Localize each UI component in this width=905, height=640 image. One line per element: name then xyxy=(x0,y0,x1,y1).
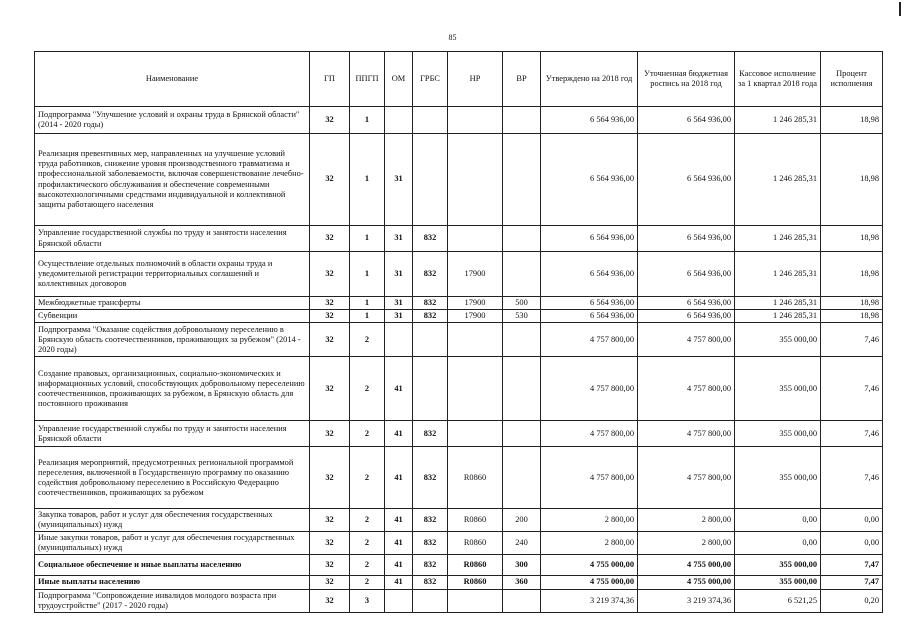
row-refined: 4 757 800,00 xyxy=(638,357,735,421)
row-ppgp: 1 xyxy=(350,310,385,323)
row-nr: R0860 xyxy=(448,509,503,532)
row-nr: 17900 xyxy=(448,310,503,323)
table-row xyxy=(35,532,883,555)
row-gp: 32 xyxy=(310,226,350,252)
row-cash: 0,00 xyxy=(735,532,821,555)
row-refined: 6 564 936,00 xyxy=(638,297,735,310)
row-gp: 32 xyxy=(310,576,350,589)
row-grbs: 832 xyxy=(413,555,448,576)
row-om: 31 xyxy=(385,252,413,297)
row-grbs: 832 xyxy=(413,509,448,532)
table-row xyxy=(35,357,883,421)
row-om: 41 xyxy=(385,357,413,421)
row-percent: 18,98 xyxy=(821,310,883,323)
row-cash: 1 246 285,31 xyxy=(735,310,821,323)
row-vr xyxy=(503,252,541,297)
table-row xyxy=(35,107,883,134)
row-vr: 360 xyxy=(503,576,541,589)
table-row xyxy=(35,447,883,509)
row-gp: 32 xyxy=(310,421,350,447)
row-approved: 6 564 936,00 xyxy=(541,226,638,252)
row-om: 41 xyxy=(385,509,413,532)
row-grbs: 832 xyxy=(413,310,448,323)
row-approved: 4 757 800,00 xyxy=(541,357,638,421)
row-percent: 7,46 xyxy=(821,447,883,509)
row-nr xyxy=(448,421,503,447)
row-approved: 4 757 800,00 xyxy=(541,447,638,509)
row-refined: 4 757 800,00 xyxy=(638,447,735,509)
table-row xyxy=(35,226,883,252)
row-grbs: 832 xyxy=(413,226,448,252)
row-refined: 4 757 800,00 xyxy=(638,421,735,447)
row-percent: 18,98 xyxy=(821,297,883,310)
row-gp: 32 xyxy=(310,447,350,509)
row-cash: 355 000,00 xyxy=(735,447,821,509)
row-refined: 4 755 000,00 xyxy=(638,576,735,589)
row-percent: 0,00 xyxy=(821,532,883,555)
row-name: Создание правовых, организационных, социально-экономических и информационных условий, способствующих добровольному переселению соотечественников, проживающих за рубежом, в Брянскую область для постоянного проживания xyxy=(35,357,310,421)
row-cash: 355 000,00 xyxy=(735,576,821,589)
row-nr xyxy=(448,134,503,226)
page-edge-mark xyxy=(899,2,901,16)
row-vr xyxy=(503,323,541,357)
row-nr xyxy=(448,226,503,252)
budget-table xyxy=(34,51,883,613)
row-vr xyxy=(503,226,541,252)
row-vr xyxy=(503,589,541,612)
header-refined: Уточненная бюджетная роспись на 2018 год xyxy=(638,52,735,107)
row-cash: 1 246 285,31 xyxy=(735,226,821,252)
row-om: 41 xyxy=(385,576,413,589)
row-refined: 2 800,00 xyxy=(638,532,735,555)
row-percent: 0,20 xyxy=(821,589,883,612)
table-row xyxy=(35,421,883,447)
row-name: Иные выплаты населению xyxy=(35,576,310,589)
row-om: 31 xyxy=(385,226,413,252)
row-name: Управление государственной службы по труду и занятости населения Брянской области xyxy=(35,421,310,447)
row-ppgp: 3 xyxy=(350,589,385,612)
row-ppgp: 1 xyxy=(350,134,385,226)
row-gp: 32 xyxy=(310,555,350,576)
table-row xyxy=(35,134,883,226)
row-percent: 18,98 xyxy=(821,107,883,134)
table-row xyxy=(35,555,883,576)
table-row xyxy=(35,252,883,297)
row-percent: 7,47 xyxy=(821,576,883,589)
row-cash: 355 000,00 xyxy=(735,555,821,576)
row-grbs xyxy=(413,323,448,357)
row-vr: 240 xyxy=(503,532,541,555)
row-om: 41 xyxy=(385,532,413,555)
row-approved: 4 755 000,00 xyxy=(541,555,638,576)
row-name: Закупка товаров, работ и услуг для обеспечения государственных (муниципальных) нужд xyxy=(35,509,310,532)
row-ppgp: 1 xyxy=(350,297,385,310)
row-gp: 32 xyxy=(310,310,350,323)
row-grbs xyxy=(413,107,448,134)
row-cash: 355 000,00 xyxy=(735,421,821,447)
row-refined: 6 564 936,00 xyxy=(638,107,735,134)
row-nr xyxy=(448,107,503,134)
header-gp: ГП xyxy=(310,52,350,107)
row-gp: 32 xyxy=(310,297,350,310)
row-nr: R0860 xyxy=(448,555,503,576)
row-grbs: 832 xyxy=(413,576,448,589)
table-row xyxy=(35,297,883,310)
row-gp: 32 xyxy=(310,107,350,134)
row-vr xyxy=(503,357,541,421)
row-ppgp: 1 xyxy=(350,107,385,134)
row-vr xyxy=(503,421,541,447)
row-grbs: 832 xyxy=(413,532,448,555)
row-percent: 18,98 xyxy=(821,252,883,297)
row-om xyxy=(385,589,413,612)
header-ppgp: ППГП xyxy=(350,52,385,107)
row-name: Иные закупки товаров, работ и услуг для обеспечения государственных (муниципальных) нужд xyxy=(35,532,310,555)
row-approved: 6 564 936,00 xyxy=(541,310,638,323)
row-approved: 4 757 800,00 xyxy=(541,323,638,357)
row-nr xyxy=(448,323,503,357)
row-name: Подпрограмма "Оказание содействия добровольному переселению в Брянскую область соотечественников, проживающих за рубежом" (2014 - 2020 годы) xyxy=(35,323,310,357)
row-refined: 6 564 936,00 xyxy=(638,134,735,226)
row-refined: 3 219 374,36 xyxy=(638,589,735,612)
row-grbs xyxy=(413,134,448,226)
row-vr xyxy=(503,447,541,509)
header-nr: НР xyxy=(448,52,503,107)
header-percent: Процент исполнения xyxy=(821,52,883,107)
row-ppgp: 2 xyxy=(350,421,385,447)
row-gp: 32 xyxy=(310,134,350,226)
header-cash: Кассовое исполнение за 1 квартал 2018 года xyxy=(735,52,821,107)
row-approved: 6 564 936,00 xyxy=(541,107,638,134)
row-cash: 1 246 285,31 xyxy=(735,107,821,134)
row-name: Субвенции xyxy=(35,310,310,323)
row-cash: 6 521,25 xyxy=(735,589,821,612)
header-vr: ВР xyxy=(503,52,541,107)
row-ppgp: 1 xyxy=(350,226,385,252)
row-approved: 6 564 936,00 xyxy=(541,134,638,226)
row-vr: 300 xyxy=(503,555,541,576)
row-gp: 32 xyxy=(310,509,350,532)
row-om: 41 xyxy=(385,555,413,576)
row-gp: 32 xyxy=(310,589,350,612)
row-name: Подпрограмма "Улучшение условий и охраны труда в Брянской области" (2014 - 2020 годы) xyxy=(35,107,310,134)
row-name: Реализация мероприятий, предусмотренных региональной программой переселения, включенной в Государственную программу по оказанию содействия добровольному переселению в Российскую Федерацию соотечественников, проживающих за рубежом xyxy=(35,447,310,509)
header-grbs: ГРБС xyxy=(413,52,448,107)
row-grbs xyxy=(413,357,448,421)
header-approved: Утверждено на 2018 год xyxy=(541,52,638,107)
row-approved: 4 757 800,00 xyxy=(541,421,638,447)
row-ppgp: 2 xyxy=(350,509,385,532)
row-om xyxy=(385,107,413,134)
row-approved: 4 755 000,00 xyxy=(541,576,638,589)
row-ppgp: 2 xyxy=(350,532,385,555)
row-name: Осуществление отдельных полномочий в области охраны труда и уведомительной регистрации территориальных соглашений и коллективных договоров xyxy=(35,252,310,297)
row-approved: 2 800,00 xyxy=(541,509,638,532)
row-nr: 17900 xyxy=(448,252,503,297)
row-om: 31 xyxy=(385,134,413,226)
row-name: Межбюджетные трансферты xyxy=(35,297,310,310)
row-vr: 200 xyxy=(503,509,541,532)
row-percent: 7,47 xyxy=(821,555,883,576)
table-row xyxy=(35,589,883,612)
row-cash: 355 000,00 xyxy=(735,357,821,421)
row-ppgp: 2 xyxy=(350,576,385,589)
table-row xyxy=(35,576,883,589)
table-body xyxy=(35,107,883,613)
header-name: Наименование xyxy=(35,52,310,107)
row-ppgp: 2 xyxy=(350,555,385,576)
row-gp: 32 xyxy=(310,357,350,421)
row-vr xyxy=(503,107,541,134)
row-nr xyxy=(448,357,503,421)
row-name: Реализация превентивных мер, направленных на улучшение условий труда работников, снижение уровня производственного травматизма и профессиональной заболеваемости, включая совершенствование лечебно-профилактического обслуживания и обеспечение современными высокотехнологичными средствами индивидуальной и коллективной защиты работающего населения xyxy=(35,134,310,226)
row-refined: 4 755 000,00 xyxy=(638,555,735,576)
row-ppgp: 2 xyxy=(350,323,385,357)
row-nr: R0860 xyxy=(448,532,503,555)
row-percent: 18,98 xyxy=(821,226,883,252)
row-gp: 32 xyxy=(310,323,350,357)
table-header-row xyxy=(35,52,883,107)
row-vr: 530 xyxy=(503,310,541,323)
row-approved: 3 219 374,36 xyxy=(541,589,638,612)
row-om: 41 xyxy=(385,421,413,447)
header-om: ОМ xyxy=(385,52,413,107)
row-om: 31 xyxy=(385,310,413,323)
row-percent: 18,98 xyxy=(821,134,883,226)
row-cash: 0,00 xyxy=(735,509,821,532)
row-ppgp: 2 xyxy=(350,357,385,421)
page-number: 85 xyxy=(448,33,457,42)
row-grbs: 832 xyxy=(413,447,448,509)
row-refined: 6 564 936,00 xyxy=(638,252,735,297)
row-nr: R0860 xyxy=(448,576,503,589)
row-grbs: 832 xyxy=(413,421,448,447)
row-name: Социальное обеспечение и иные выплаты населению xyxy=(35,555,310,576)
row-om: 31 xyxy=(385,297,413,310)
row-name: Подпрограмма "Сопровождение инвалидов молодого возраста при трудоустройстве" (2017 - 2020 годы) xyxy=(35,589,310,612)
row-refined: 6 564 936,00 xyxy=(638,310,735,323)
row-gp: 32 xyxy=(310,532,350,555)
row-nr xyxy=(448,589,503,612)
row-vr: 500 xyxy=(503,297,541,310)
row-vr xyxy=(503,134,541,226)
row-ppgp: 2 xyxy=(350,447,385,509)
row-cash: 355 000,00 xyxy=(735,323,821,357)
row-nr: 17900 xyxy=(448,297,503,310)
row-cash: 1 246 285,31 xyxy=(735,134,821,226)
row-percent: 7,46 xyxy=(821,323,883,357)
row-nr: R0860 xyxy=(448,447,503,509)
table-row xyxy=(35,323,883,357)
row-grbs: 832 xyxy=(413,297,448,310)
row-name: Управление государственной службы по труду и занятости населения Брянской области xyxy=(35,226,310,252)
row-approved: 6 564 936,00 xyxy=(541,297,638,310)
table-row xyxy=(35,310,883,323)
row-percent: 7,46 xyxy=(821,357,883,421)
row-refined: 4 757 800,00 xyxy=(638,323,735,357)
row-grbs: 832 xyxy=(413,252,448,297)
row-om: 41 xyxy=(385,447,413,509)
row-approved: 2 800,00 xyxy=(541,532,638,555)
row-gp: 32 xyxy=(310,252,350,297)
row-refined: 6 564 936,00 xyxy=(638,226,735,252)
row-cash: 1 246 285,31 xyxy=(735,252,821,297)
row-percent: 7,46 xyxy=(821,421,883,447)
row-cash: 1 246 285,31 xyxy=(735,297,821,310)
row-ppgp: 1 xyxy=(350,252,385,297)
row-refined: 2 800,00 xyxy=(638,509,735,532)
row-approved: 6 564 936,00 xyxy=(541,252,638,297)
table-row xyxy=(35,509,883,532)
row-grbs xyxy=(413,589,448,612)
row-om xyxy=(385,323,413,357)
row-percent: 0,00 xyxy=(821,509,883,532)
